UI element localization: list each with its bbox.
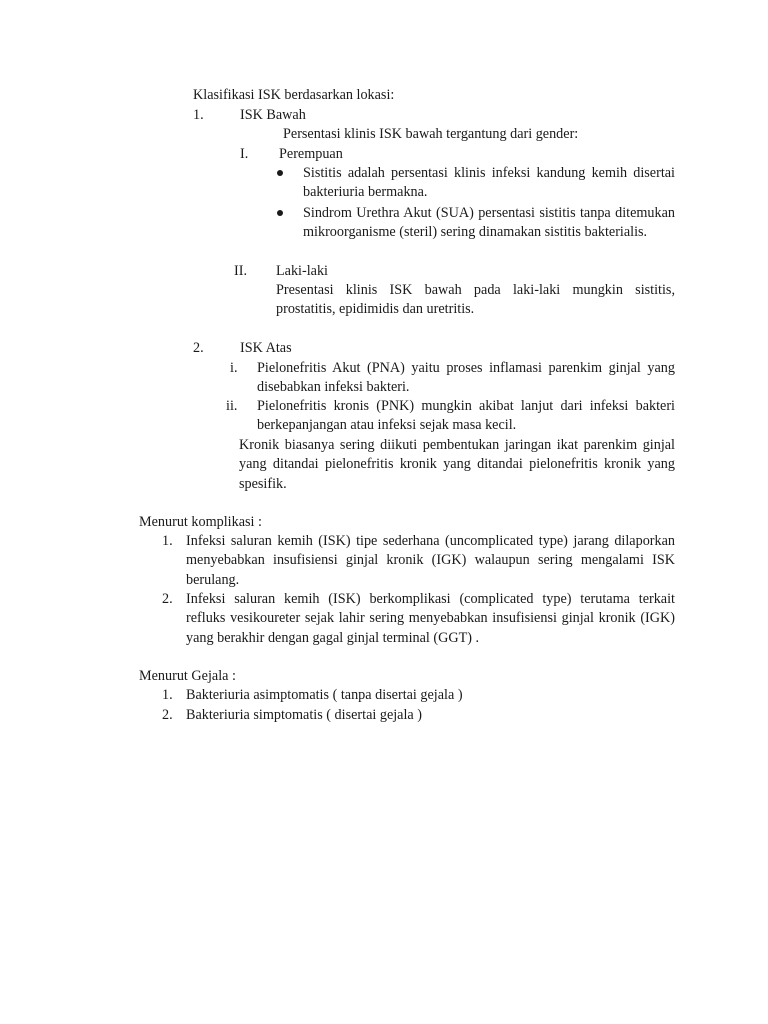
atas-item-1-text: Pielonefritis Akut (PNA) yaitu proses inflamasi parenkim ginjal yang disebabkan infeksi bakteri.: [257, 360, 675, 396]
laki-number: II.: [234, 263, 247, 279]
gejala-item-2-text: Bakteriuria simptomatis ( disertai gejala ): [186, 707, 422, 723]
isk-atas-number: 2.: [193, 340, 204, 356]
komplikasi-item-1-number: 1.: [162, 533, 173, 549]
atas-item-1-number: i.: [230, 360, 238, 376]
komplikasi-item-1-text: Infeksi saluran kemih (ISK) tipe sederhana (uncomplicated type) jarang dilaporkan menyebabkan insufisiensi ginjal kronik (IGK) walaupun sering mengalami ISK berulang.: [186, 533, 675, 588]
atas-item-2-number: ii.: [226, 398, 238, 414]
isk-bawah-title: ISK Bawah: [240, 107, 306, 123]
bullet-icon: [277, 170, 283, 176]
perempuan-bullet-2: Sindrom Urethra Akut (SUA) persentasi sistitis tanpa ditemukan mikroorganisme (steril) sering dinamakan sistitis bakterialis.: [303, 205, 675, 241]
atas-item-2-text: Pielonefritis kronis (PNK) mungkin akibat lanjut dari infeksi bakteri berkepanjangan atau infeksi sejak masa kecil.: [257, 398, 675, 434]
komplikasi-item-2-number: 2.: [162, 591, 173, 607]
gejala-heading: Menurut Gejala :: [139, 668, 236, 684]
laki-text: Presentasi klinis ISK bawah pada laki-laki mungkin sistitis, prostatitis, epidimidis dan uretritis.: [276, 282, 675, 318]
gejala-item-1-number: 1.: [162, 687, 173, 703]
kronik-note: Kronik biasanya sering diikuti pembentukan jaringan ikat parenkim ginjal yang ditandai pielonefritis kronik yang ditandai pielonefritis kronik yang spesifik.: [239, 437, 675, 492]
gejala-item-1-text: Bakteriuria asimptomatis ( tanpa disertai gejala ): [186, 687, 463, 703]
perempuan-bullet-1: Sistitis adalah persentasi klinis infeksi kandung kemih disertai bakteriuria bermakna.: [303, 165, 675, 201]
bullet-icon: [277, 210, 283, 216]
laki-title: Laki-laki: [276, 263, 328, 279]
perempuan-number: I.: [240, 146, 249, 162]
perempuan-title: Perempuan: [279, 146, 343, 162]
isk-atas-title: ISK Atas: [240, 340, 292, 356]
isk-bawah-number: 1.: [193, 107, 204, 123]
komplikasi-item-2-text: Infeksi saluran kemih (ISK) berkomplikasi (complicated type) terutama terkait refluks vesikoureter sejak lahir sering menyebabkan insufisiensi ginjal kronik (IGK) yang berakhir dengan gagal ginjal terminal (GGT) .: [186, 591, 675, 646]
isk-bawah-intro: Persentasi klinis ISK bawah tergantung dari gender:: [283, 126, 579, 142]
klasifikasi-heading: Klasifikasi ISK berdasarkan lokasi:: [193, 87, 395, 103]
gejala-item-2-number: 2.: [162, 707, 173, 723]
komplikasi-heading: Menurut komplikasi :: [139, 514, 262, 530]
